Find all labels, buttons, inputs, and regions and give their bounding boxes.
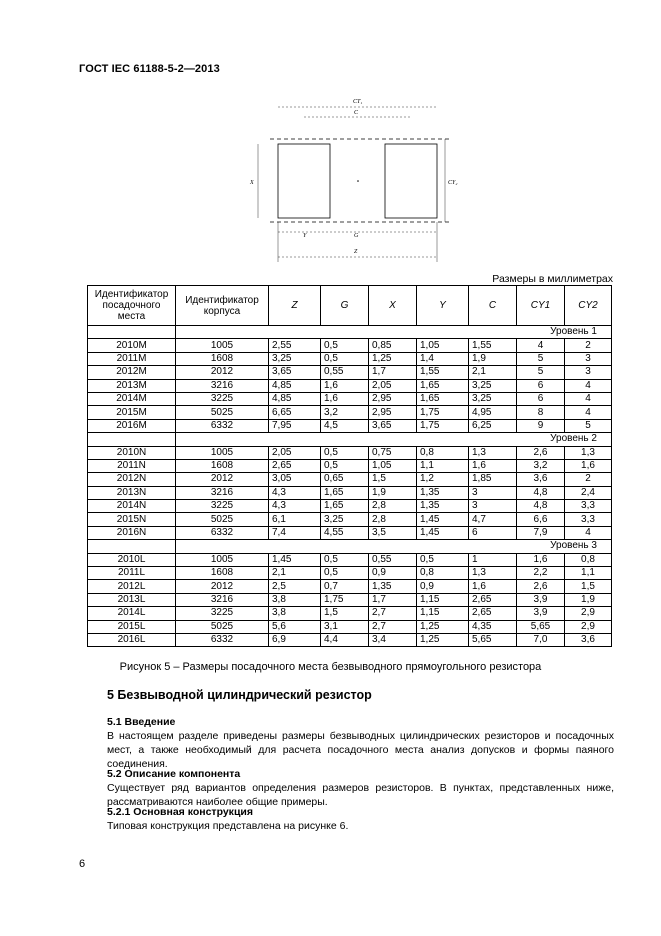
table-cell: 1,9 <box>565 593 612 606</box>
table-cell: 2,7 <box>369 620 417 633</box>
table-cell: 4 <box>565 406 612 419</box>
table-cell: 4 <box>565 526 612 539</box>
table-cell: 3,6 <box>565 633 612 646</box>
table-cell: 0,75 <box>369 446 417 459</box>
table-cell: 1,1 <box>565 567 612 580</box>
table-cell: 1,45 <box>417 526 469 539</box>
table-cell: 2016M <box>88 419 176 432</box>
level-row-blank <box>88 433 176 446</box>
table-cell: 0,5 <box>321 446 369 459</box>
table-row <box>88 352 612 365</box>
table-cell: 2016N <box>88 526 176 539</box>
table-cell: 1,7 <box>369 366 417 379</box>
table-cell: 2,7 <box>369 607 417 620</box>
table-cell: 1,5 <box>321 607 369 620</box>
table-cell: 1,85 <box>469 473 517 486</box>
table-cell: 2016L <box>88 633 176 646</box>
table-cell: 2 <box>565 339 612 352</box>
table-cell: 0,9 <box>417 580 469 593</box>
table-cell: 2,65 <box>469 607 517 620</box>
table-cell: 1,5 <box>369 473 417 486</box>
table-cell: 4,95 <box>469 406 517 419</box>
table-cell: 3,2 <box>517 459 565 472</box>
table-cell: 4 <box>565 392 612 405</box>
land-pattern-diagram <box>248 92 468 264</box>
table-cell: 1,55 <box>417 366 469 379</box>
table-cell: 1,25 <box>369 352 417 365</box>
table-cell: 2012 <box>176 366 269 379</box>
table-cell: 2,1 <box>269 567 321 580</box>
table-cell: 1,1 <box>417 459 469 472</box>
label-g: G <box>354 233 359 239</box>
table-row <box>88 339 612 352</box>
table-cell: 2015L <box>88 620 176 633</box>
section-title: 5 Безвыводной цилиндрический резистор <box>107 688 372 702</box>
table-cell: 1,6 <box>321 392 369 405</box>
table-cell: 2,9 <box>565 607 612 620</box>
table-cell: 1,3 <box>469 567 517 580</box>
label-c: C <box>354 110 359 116</box>
table-cell: 3,8 <box>269 607 321 620</box>
table-cell: 2014M <box>88 392 176 405</box>
table-cell: 1,65 <box>417 392 469 405</box>
table-cell: 6332 <box>176 419 269 432</box>
table-cell: 0,5 <box>321 339 369 352</box>
table-cell: 3,65 <box>369 419 417 432</box>
col-header-cy2: CY2 <box>565 286 612 326</box>
col-header-land-id: Идентификатор посадочного места <box>88 286 176 326</box>
col-header-g: G <box>321 286 369 326</box>
table-cell: 1,6 <box>517 553 565 566</box>
table-cell: 2,2 <box>517 567 565 580</box>
table-cell: 1,55 <box>469 339 517 352</box>
table-cell: 3,25 <box>469 379 517 392</box>
table-cell: 1 <box>469 553 517 566</box>
table-cell: 4,8 <box>517 486 565 499</box>
table-row <box>88 593 612 606</box>
table-cell: 2012 <box>176 580 269 593</box>
table-cell: 1608 <box>176 567 269 580</box>
col-header-x: X <box>369 286 417 326</box>
table-cell: 1,15 <box>417 593 469 606</box>
table-cell: 1,6 <box>565 459 612 472</box>
table-cell: 0,8 <box>417 446 469 459</box>
table-cell: 7,9 <box>517 526 565 539</box>
left-pad <box>278 144 330 218</box>
table-cell: 1,25 <box>417 633 469 646</box>
table-cell: 2013N <box>88 486 176 499</box>
table-cell: 3 <box>565 366 612 379</box>
level-row <box>88 433 612 446</box>
table-row <box>88 633 612 646</box>
right-pad <box>385 144 437 218</box>
table-cell: 1,2 <box>417 473 469 486</box>
table-cell: 5025 <box>176 620 269 633</box>
table-cell: 6 <box>469 526 517 539</box>
table-cell: 2,6 <box>517 446 565 459</box>
table-cell: 3,3 <box>565 513 612 526</box>
label-ct1: CT₁ <box>353 99 363 105</box>
table-cell: 4,5 <box>321 419 369 432</box>
table-row <box>88 446 612 459</box>
label-y: Y <box>303 233 307 239</box>
table-cell: 2,4 <box>565 486 612 499</box>
table-cell: 1005 <box>176 553 269 566</box>
table-cell: 5,65 <box>469 633 517 646</box>
table-cell: 3,25 <box>321 513 369 526</box>
table-cell: 3,05 <box>269 473 321 486</box>
figure-caption: Рисунок 5 – Размеры посадочного места безвыводного прямоугольного резистора <box>119 661 542 673</box>
table-cell: 4,85 <box>269 379 321 392</box>
table-cell: 2011L <box>88 567 176 580</box>
label-z: Z <box>354 249 358 255</box>
table-cell: 3,65 <box>269 366 321 379</box>
table-cell: 3,3 <box>565 500 612 513</box>
table-cell: 3225 <box>176 607 269 620</box>
table-cell: 2014L <box>88 607 176 620</box>
table-cell: 6332 <box>176 526 269 539</box>
table-cell: 0,5 <box>321 352 369 365</box>
table-cell: 6,65 <box>269 406 321 419</box>
table-cell: 1,5 <box>565 580 612 593</box>
table-cell: 2010N <box>88 446 176 459</box>
table-cell: 8 <box>517 406 565 419</box>
table-cell: 1,35 <box>417 500 469 513</box>
table-cell: 3216 <box>176 593 269 606</box>
table-cell: 1,6 <box>469 459 517 472</box>
table-row <box>88 392 612 405</box>
table-cell: 1,05 <box>369 459 417 472</box>
table-cell: 3216 <box>176 486 269 499</box>
table-cell: 4,7 <box>469 513 517 526</box>
table-cell: 0,55 <box>369 553 417 566</box>
table-cell: 1,75 <box>321 593 369 606</box>
table-cell: 1,65 <box>321 500 369 513</box>
table-cell: 3,25 <box>469 392 517 405</box>
level-row <box>88 326 612 339</box>
table-cell: 2,95 <box>369 392 417 405</box>
table-cell: 3,2 <box>321 406 369 419</box>
table-cell: 0,5 <box>321 459 369 472</box>
level-row <box>88 540 612 553</box>
table-cell: 5 <box>565 419 612 432</box>
table-cell: 1,7 <box>369 593 417 606</box>
table-cell: 2012 <box>176 473 269 486</box>
table-cell: 5 <box>517 366 565 379</box>
table-cell: 1,6 <box>321 379 369 392</box>
table-cell: 3,25 <box>269 352 321 365</box>
table-cell: 5,6 <box>269 620 321 633</box>
table-cell: 2015M <box>88 406 176 419</box>
table-cell: 1,65 <box>321 486 369 499</box>
table-cell: 6,6 <box>517 513 565 526</box>
table-cell: 1,45 <box>269 553 321 566</box>
table-cell: 4,3 <box>269 486 321 499</box>
table-row <box>88 419 612 432</box>
table-cell: 6 <box>517 392 565 405</box>
table-cell: 3 <box>565 352 612 365</box>
table-cell: 2011N <box>88 459 176 472</box>
label-cy2: CY₂ <box>448 180 458 186</box>
table-cell: 0,85 <box>369 339 417 352</box>
table-cell: 2,65 <box>469 593 517 606</box>
level-row-blank <box>88 326 176 339</box>
table-cell: 5 <box>517 352 565 365</box>
subsection-5-2-text: Существует ряд вариантов определения размеров резисторов. В пунктах, представленных ниже, рассматриваются наиболее общие примеры. <box>107 782 614 808</box>
table-cell: 3,5 <box>369 526 417 539</box>
table-row <box>88 513 612 526</box>
table-row <box>88 473 612 486</box>
col-header-package-id: Идентификатор корпуса <box>176 286 269 326</box>
level-label: Уровень 1 <box>176 326 612 339</box>
table-cell: 2,6 <box>517 580 565 593</box>
table-cell: 2,55 <box>269 339 321 352</box>
label-x: X <box>250 180 254 186</box>
table-cell: 0,5 <box>321 567 369 580</box>
table-cell: 6,9 <box>269 633 321 646</box>
table-cell: 3,4 <box>369 633 417 646</box>
table-cell: 2015N <box>88 513 176 526</box>
table-cell: 1,65 <box>417 379 469 392</box>
col-header-z: Z <box>269 286 321 326</box>
table-cell: 2,95 <box>369 406 417 419</box>
table-cell: 3 <box>469 500 517 513</box>
table-cell: 1,25 <box>417 620 469 633</box>
table-cell: 0,8 <box>417 567 469 580</box>
table-cell: 2012M <box>88 366 176 379</box>
table-cell: 1,45 <box>417 513 469 526</box>
table-cell: 3225 <box>176 500 269 513</box>
table-cell: 2011M <box>88 352 176 365</box>
table-cell: 2,65 <box>269 459 321 472</box>
table-cell: 4,55 <box>321 526 369 539</box>
level-row-blank <box>88 540 176 553</box>
table-cell: 1,3 <box>469 446 517 459</box>
table-row <box>88 486 612 499</box>
table-cell: 4,4 <box>321 633 369 646</box>
table-cell: 3,8 <box>269 593 321 606</box>
table-row <box>88 580 612 593</box>
table-cell: 3216 <box>176 379 269 392</box>
table-row <box>88 553 612 566</box>
table-cell: 1005 <box>176 446 269 459</box>
table-cell: 2,1 <box>469 366 517 379</box>
table-cell: 2010M <box>88 339 176 352</box>
table-cell: 2,9 <box>565 620 612 633</box>
page-number: 6 <box>79 858 86 870</box>
document-header: ГОСТ IEC 61188-5-2—2013 <box>79 63 220 75</box>
table-cell: 0,65 <box>321 473 369 486</box>
level-label: Уровень 3 <box>176 540 612 553</box>
table-cell: 1608 <box>176 459 269 472</box>
table-row <box>88 620 612 633</box>
table-cell: 6 <box>517 379 565 392</box>
table-cell: 3 <box>469 486 517 499</box>
table-cell: 3,9 <box>517 607 565 620</box>
table-cell: 1,9 <box>369 486 417 499</box>
table-cell: 6,1 <box>269 513 321 526</box>
subsection-5-1-title: 5.1 Введение <box>107 716 176 728</box>
table-cell: 2012L <box>88 580 176 593</box>
table-cell: 2,8 <box>369 500 417 513</box>
table-row <box>88 459 612 472</box>
table-cell: 0,7 <box>321 580 369 593</box>
units-note: Размеры в миллиметрах <box>492 273 613 285</box>
table-cell: 1,35 <box>369 580 417 593</box>
table-cell: 7,0 <box>517 633 565 646</box>
table-cell: 1,3 <box>565 446 612 459</box>
table-cell: 1,75 <box>417 406 469 419</box>
table-cell: 2,05 <box>369 379 417 392</box>
table-cell: 0,55 <box>321 366 369 379</box>
table-cell: 2014N <box>88 500 176 513</box>
table-cell: 1608 <box>176 352 269 365</box>
table-cell: 0,9 <box>369 567 417 580</box>
table-cell: 0,5 <box>321 553 369 566</box>
table-cell: 6,25 <box>469 419 517 432</box>
table-cell: 2013M <box>88 379 176 392</box>
table-row <box>88 379 612 392</box>
level-label: Уровень 2 <box>176 433 612 446</box>
table-row <box>88 526 612 539</box>
table-cell: 1,9 <box>469 352 517 365</box>
table-cell: 5025 <box>176 513 269 526</box>
land-pattern-table <box>87 285 612 647</box>
table-cell: 3225 <box>176 392 269 405</box>
subsection-5-2-1-title: 5.2.1 Основная конструкция <box>107 806 253 818</box>
table-cell: 1,35 <box>417 486 469 499</box>
subsection-5-2-1-text: Типовая конструкция представлена на рисунке 6. <box>107 820 349 832</box>
table-cell: 1,05 <box>417 339 469 352</box>
table-cell: 1,4 <box>417 352 469 365</box>
table-cell: 3,1 <box>321 620 369 633</box>
col-header-y: Y <box>417 286 469 326</box>
col-header-c: C <box>469 286 517 326</box>
table-cell: 1,15 <box>417 607 469 620</box>
table-cell: 4 <box>517 339 565 352</box>
table-cell: 5,65 <box>517 620 565 633</box>
table-cell: 1,6 <box>469 580 517 593</box>
table-cell: 1005 <box>176 339 269 352</box>
table-cell: 4 <box>565 379 612 392</box>
col-header-cy1: CY1 <box>517 286 565 326</box>
table-cell: 7,4 <box>269 526 321 539</box>
table-row <box>88 567 612 580</box>
table-header-row <box>88 286 612 326</box>
table-cell: 9 <box>517 419 565 432</box>
table-cell: 0,5 <box>417 553 469 566</box>
table-row <box>88 406 612 419</box>
table-cell: 4,8 <box>517 500 565 513</box>
table-cell: 1,75 <box>417 419 469 432</box>
subsection-5-1-text: В настоящем разделе приведены размеры безвыводных цилиндрических резисторов и посадочных мест, а также необходимый для расчета посадочного места анализ допусков и формы паяного соединения. <box>107 730 614 770</box>
table-row <box>88 500 612 513</box>
table-row <box>88 607 612 620</box>
table-cell: 6332 <box>176 633 269 646</box>
table-row <box>88 366 612 379</box>
table-cell: 7,95 <box>269 419 321 432</box>
subsection-5-2-title: 5.2 Описание компонента <box>107 768 241 780</box>
table-cell: 4,85 <box>269 392 321 405</box>
table-cell: 2010L <box>88 553 176 566</box>
table-cell: 2 <box>565 473 612 486</box>
table-cell: 3,9 <box>517 593 565 606</box>
table-cell: 2,05 <box>269 446 321 459</box>
table-cell: 2012N <box>88 473 176 486</box>
table-cell: 2,8 <box>369 513 417 526</box>
table-cell: 2013L <box>88 593 176 606</box>
table-cell: 2,5 <box>269 580 321 593</box>
table-cell: 5025 <box>176 406 269 419</box>
table-cell: 4,3 <box>269 500 321 513</box>
table-cell: 0,8 <box>565 553 612 566</box>
table-cell: 4,35 <box>469 620 517 633</box>
table-cell: 3,6 <box>517 473 565 486</box>
